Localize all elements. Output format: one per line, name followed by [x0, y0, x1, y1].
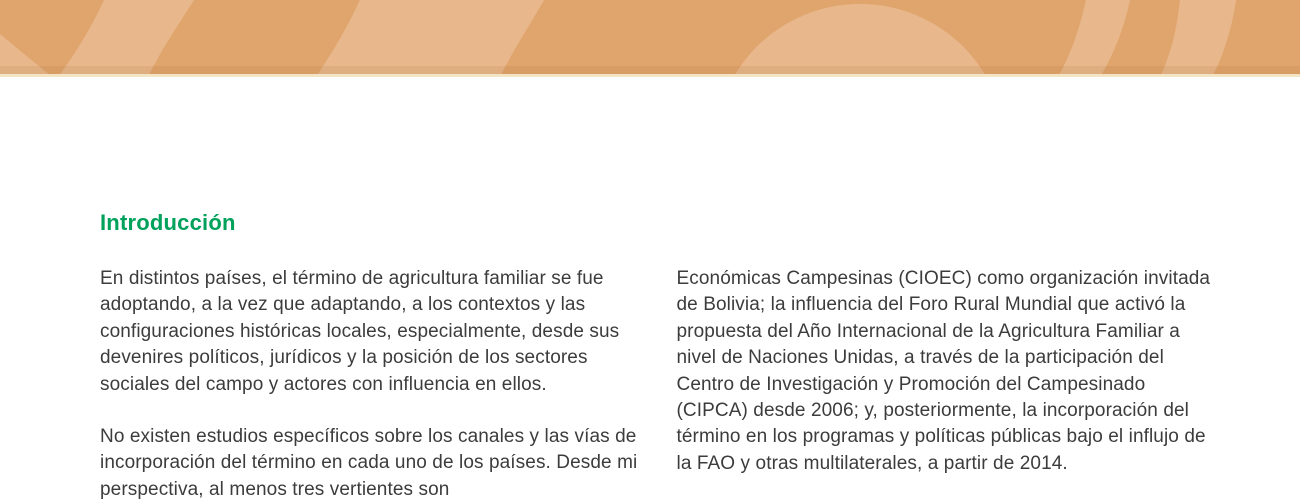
section-heading: Introducción: [100, 210, 236, 235]
right-column: [677, 266, 1221, 503]
text-columns: [100, 266, 1220, 503]
paragraph: No existen estudios específicos sobre los canales y las vías de incorporación del término en cada uno de los países. Desde mi perspectiva, al menos tres vertientes son: [100, 426, 638, 500]
page-content: [100, 210, 1220, 503]
left-column: [100, 266, 644, 503]
banner-artwork: [0, 0, 1300, 77]
paragraph: Económicas Campesinas (CIOEC) como organización invitada de Bolivia; la influencia del Foro Rural Mundial que activó la propuesta del Año Internacional de la Agricultura Familiar a nivel de Naciones Unidas, a través de la participación del Centro de Investigación y Promoción del Campesinado (CIPCA) desde 2006; y, posteriormente, la incorporación del término en los programas y políticas públicas bajo el influjo de la FAO y otras multilaterales, a partir de 2014.: [676, 268, 1211, 474]
banner: [0, 0, 1300, 77]
paragraph: En distintos países, el término de agricultura familiar se fue adoptando, a la vez que adaptando, a los contextos y las configuraciones históricas locales, especialmente, desde sus devenires políticos, jurídicos y la posición de los sectores sociales del campo y actores con influencia en ellos.: [100, 268, 620, 395]
